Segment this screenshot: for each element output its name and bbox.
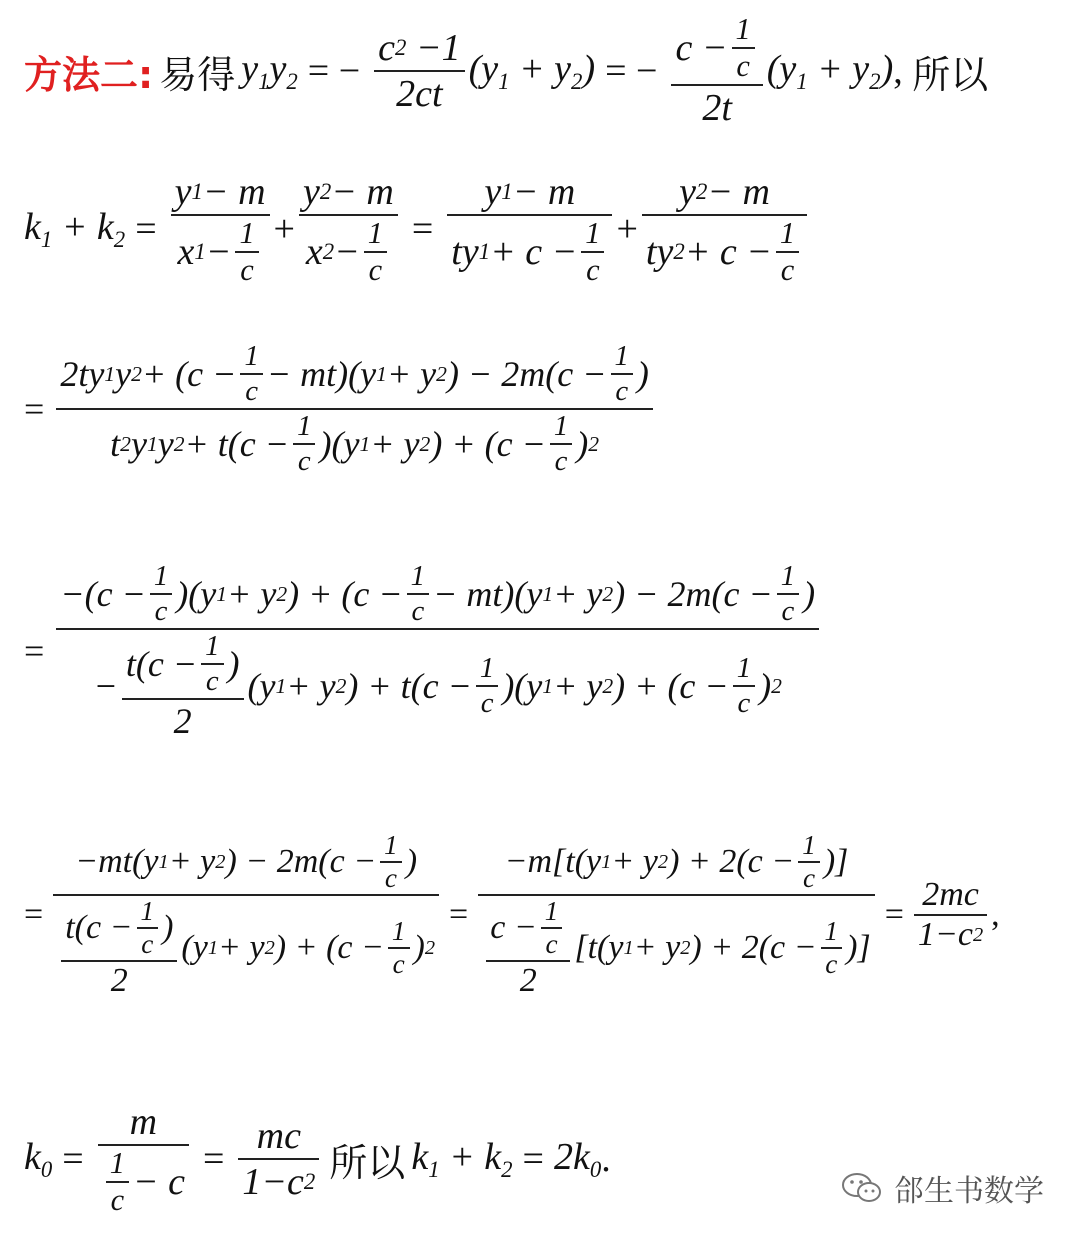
fraction: y 1 − m x 1 − $\frac{1}{c}$ xyxy=(171,170,270,288)
line-2: $k_1 + k_2$ = y 1 − m x 1 − $\frac{1}{c}$ + y 2 − m x 2 − $\frac{1}{c}$ = y 1 − m ty 1 + c − $\frac{1}{c}$ + y 2 − m ty 2 + c − $\frac{1}{c}$ xyxy=(24,170,811,288)
fraction: −m[t(y 1 + y 2 ) + 2(c − $\frac{1}{c}$ )] c − $\frac{1}{c}$ 2 [t(y 1 + y 2 ) + 2(c − $\frac{1}{c}$ )] xyxy=(478,830,874,1000)
watermark-text: 郃生书数学 xyxy=(894,1174,1044,1209)
watermark xyxy=(840,1166,1044,1210)
wechat-icon xyxy=(840,1170,884,1206)
fraction: y 2 − m ty 2 + c − $\frac{1}{c}$ xyxy=(642,170,807,288)
line-4: = −(c − $\frac{1}{c}$ )(y 1 + y 2 ) + (c − $\frac{1}{c}$ − mt)(y 1 + y 2 ) − 2m(c − $\frac{1}{c}$ ) − t(c − $\frac{1}{c}$ ) 2 (y 1 + y 2 ) + t(c − $\frac{1}{c}$ )(y 1 + y 2 ) + (c − $\frac{1}{c}$ ) 2 xyxy=(24,560,823,742)
so-text: 所以 xyxy=(912,52,989,97)
fraction: y 1 − m ty 1 + c − $\frac{1}{c}$ xyxy=(447,170,612,288)
fraction: c − $\frac{1}{c}$ 2t xyxy=(671,12,762,130)
fraction: 2mc 1−c 2 xyxy=(914,876,987,954)
final-so-text: 所以 xyxy=(329,1140,406,1185)
line-3: = 2ty 1 y 2 + (c − $\frac{1}{c}$ − mt)(y 1 + y 2 ) − 2m(c − $\frac{1}{c}$ ) t 2 y 1 y 2 + t(c − $\frac{1}{c}$ )(y 1 + y 2 ) + (c − $\frac{1}{c}$ ) 2 xyxy=(24,340,657,478)
fraction: 2ty 1 y 2 + (c − $\frac{1}{c}$ − mt)(y 1 + y 2 ) − 2m(c − $\frac{1}{c}$ ) t 2 y 1 y 2 + t(c − $\frac{1}{c}$ )(y 1 + y 2 ) + (c − $\frac{1}{c}$ ) 2 xyxy=(56,340,653,478)
fraction: c 2 −1 2ct xyxy=(374,26,464,116)
method-label: 方法二: xyxy=(24,52,154,97)
y1y2-expr: $y_1y_2$ xyxy=(241,48,298,94)
line-6: $k_0$ = m $\frac{1}{c}$ − c = mc 1−c 2 所以 $k_1 + k_2$ = $2k_0$ . xyxy=(24,1101,611,1217)
line-5: = −mt(y 1 + y 2 ) − 2m(c − $\frac{1}{c}$ ) t(c − $\frac{1}{c}$ ) 2 (y 1 + y 2 ) + (c − $\frac{1}{c}$ ) 2 = −m[t(y 1 + y 2 ) + 2(c − $\frac{1}{c}$ )] c − $\frac{1}{c}$ 2 [t(y 1 + y 2 ) + 2(c − $\frac{1}{c}$ )] = 2mc 1−c 2 , xyxy=(24,830,1000,999)
easy-get-text: 易得 xyxy=(159,52,236,97)
fraction: −(c − $\frac{1}{c}$ )(y 1 + y 2 ) + (c − $\frac{1}{c}$ − mt)(y 1 + y 2 ) − 2m(c − $\frac{1}{c}$ ) − t(c − $\frac{1}{c}$ ) 2 (y 1 + y 2 ) + t(c − $\frac{1}{c}$ )(y 1 + y 2 ) + (c − $\frac{1}{c}$ ) 2 xyxy=(56,560,819,742)
fraction: mc 1−c 2 xyxy=(238,1114,319,1204)
line-1: 方法二: 易得 $y_1y_2$ = − c 2 −1 2ct $(y_1 + y_2)$ = − c − $\frac{1}{c}$ 2t $(y_1 + y_2)$ , 所以 xyxy=(24,12,989,129)
fraction: y 2 − m x 2 − $\frac{1}{c}$ xyxy=(299,170,398,288)
fraction: m $\frac{1}{c}$ − c xyxy=(98,1100,189,1218)
fraction: −mt(y 1 + y 2 ) − 2m(c − $\frac{1}{c}$ ) t(c − $\frac{1}{c}$ ) 2 (y 1 + y 2 ) + (c − $\frac{1}{c}$ ) 2 xyxy=(53,830,439,1000)
